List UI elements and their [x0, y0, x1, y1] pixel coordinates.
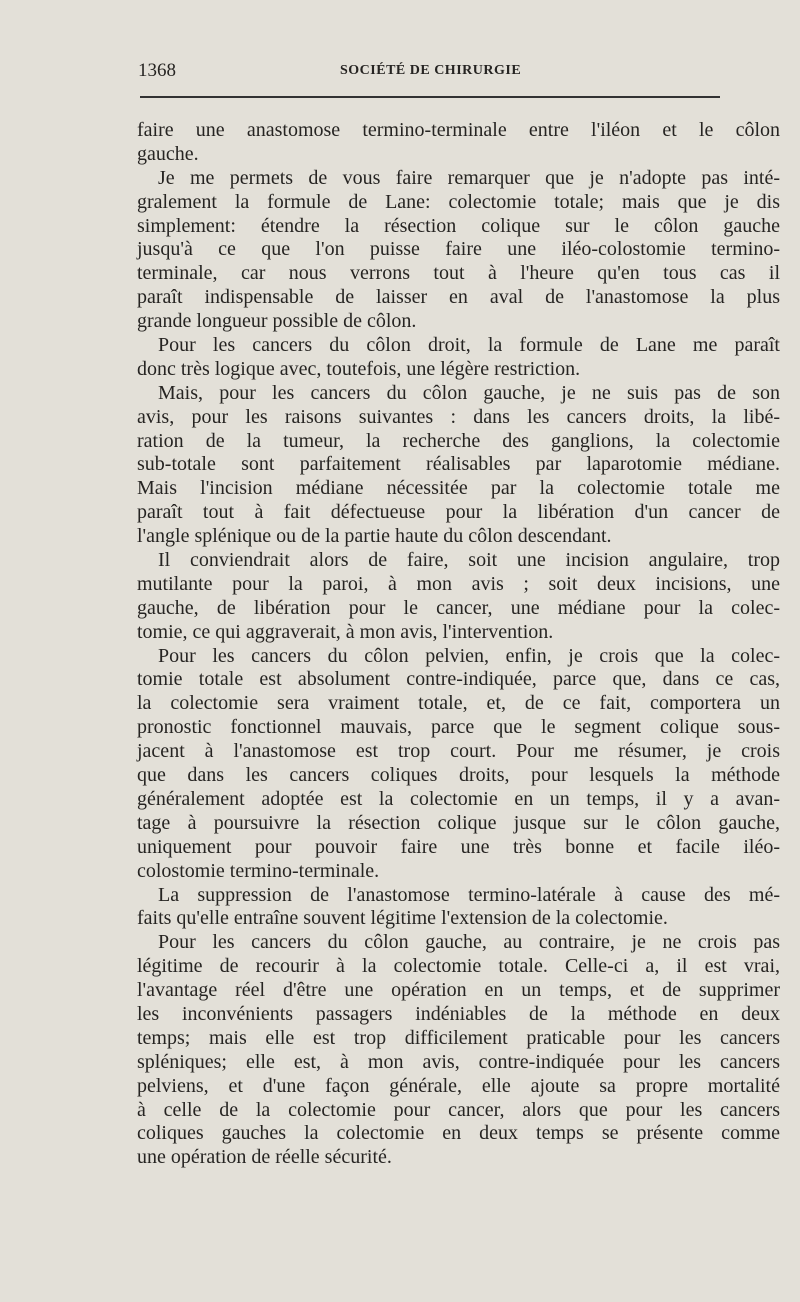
- text-line: à celle de la colectomie pour cancer, alors que pour les cancers: [137, 1098, 780, 1121]
- text-line: l'angle splénique ou de la partie haute du côlon descendant.: [137, 525, 612, 548]
- text-line: ration de la tumeur, la recherche des ganglions, la colectomie: [137, 429, 780, 452]
- text-line: paraît indispensable de laisser en aval de l'anastomose la plus: [137, 286, 780, 309]
- text-line: avis, pour les raisons suivantes : dans les cancers droits, la libé-: [137, 405, 780, 428]
- text-line: tomie, ce qui aggraverait, à mon avis, l'intervention.: [137, 620, 554, 643]
- text-line: mutilante pour la paroi, à mon avis ; soit deux incisions, une: [137, 572, 780, 595]
- text-line: Pour les cancers du côlon droit, la formule de Lane me paraît: [158, 334, 780, 357]
- text-line: temps; mais elle est trop difficilement praticable pour les cancers: [137, 1026, 780, 1049]
- header-rule: [140, 96, 720, 98]
- text-line: jusqu'à ce que l'on puisse faire une iléo-colostomie termino-: [137, 238, 780, 261]
- text-line: spléniques; elle est, à mon avis, contre-indiquée pour les cancers: [137, 1050, 780, 1073]
- text-line: paraît tout à fait défectueuse pour la libération d'un cancer de: [137, 501, 780, 524]
- text-line: Je me permets de vous faire remarquer que je n'adopte pas inté-: [158, 166, 780, 189]
- text-line: pelviens, et d'une façon générale, elle ajoute sa propre mortalité: [137, 1074, 780, 1097]
- text-line: faits qu'elle entraîne souvent légitime l'extension de la colectomie.: [137, 907, 668, 930]
- text-line: sub-totale sont parfaitement réalisables par laparotomie médiane.: [137, 453, 780, 476]
- text-line: Mais l'incision médiane nécessitée par la colectomie totale me: [137, 477, 780, 500]
- text-line: Pour les cancers du côlon gauche, au contraire, je ne crois pas: [158, 931, 780, 954]
- text-line: donc très logique avec, toutefois, une légère restriction.: [137, 357, 581, 380]
- text-line: une opération de réelle sécurité.: [137, 1146, 392, 1169]
- text-line: grande longueur possible de côlon.: [137, 310, 417, 333]
- text-line: tomie totale est absolument contre-indiquée, parce que, dans ce cas,: [137, 668, 780, 691]
- text-line: coliques gauches la colectomie en deux temps se présente comme: [137, 1122, 780, 1145]
- text-line: Mais, pour les cancers du côlon gauche, je ne suis pas de son: [158, 381, 780, 404]
- text-line: colostomie termino-terminale.: [137, 859, 380, 882]
- text-line: légitime de recourir à la colectomie totale. Celle-ci a, il est vrai,: [137, 955, 780, 978]
- text-line: terminale, car nous verrons tout à l'heure qu'en tous cas il: [137, 262, 780, 285]
- text-line: pronostic fonctionnel mauvais, parce que le segment colique sous-: [137, 716, 780, 739]
- text-line: faire une anastomose termino-terminale entre l'iléon et le côlon: [137, 119, 780, 141]
- text-line: simplement: étendre la résection colique sur le côlon gauche: [137, 214, 780, 237]
- text-line: gauche, de libération pour le cancer, une médiane pour la colec-: [137, 596, 780, 619]
- text-line: uniquement pour pouvoir faire une très bonne et facile iléo-: [137, 835, 780, 858]
- text-line: Il conviendrait alors de faire, soit une incision angulaire, trop: [158, 549, 780, 572]
- page-number: 1368: [138, 60, 176, 81]
- text-line: tage à poursuivre la résection colique jusque sur le côlon gauche,: [137, 811, 780, 834]
- text-line: les inconvénients passagers indéniables de la méthode en deux: [137, 1002, 780, 1025]
- text-line: l'avantage réel d'être une opération en un temps, et de supprimer: [137, 979, 780, 1002]
- text-line: Pour les cancers du côlon pelvien, enfin, je crois que la colec-: [158, 644, 780, 667]
- body-text: [137, 119, 780, 1170]
- text-line: que dans les cancers coliques droits, pour lesquels la méthode: [137, 764, 780, 787]
- text-line: gauche.: [137, 142, 199, 165]
- running-title: SOCIÉTÉ DE CHIRURGIE: [340, 63, 522, 78]
- text-line: La suppression de l'anastomose termino-latérale à cause des mé-: [158, 883, 780, 906]
- text-line: la colectomie sera vraiment totale, et, de ce fait, comportera un: [137, 692, 780, 715]
- text-line: gralement la formule de Lane: colectomie totale; mais que je dis: [137, 190, 780, 213]
- text-line: généralement adoptée est la colectomie en un temps, il y a avan-: [137, 787, 780, 810]
- text-line: jacent à l'anastomose est trop court. Pour me résumer, je crois: [137, 740, 780, 763]
